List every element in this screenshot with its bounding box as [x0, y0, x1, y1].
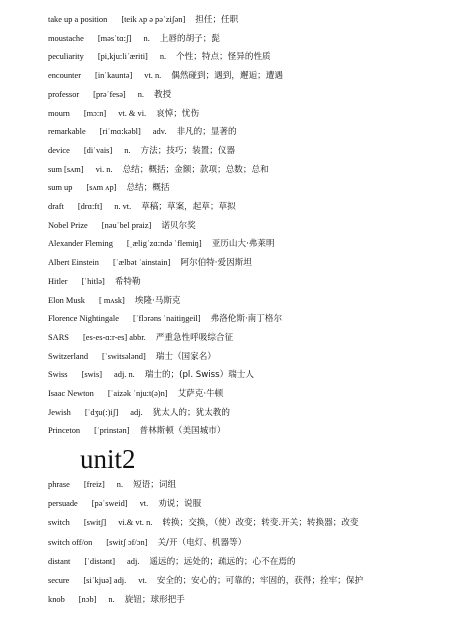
vocab-pronunciation: [freiz] [83, 480, 105, 489]
vocab-meaning: 方法；技巧；装置；仪器 [140, 145, 236, 156]
vocab-entry [48, 479, 176, 491]
vocab-part-of-speech: vt. [138, 576, 147, 585]
vocab-entry [48, 517, 359, 529]
vocab-word: Hitler [48, 276, 68, 286]
vocab-entry [48, 33, 220, 45]
vocab-word: Switzerland [48, 351, 89, 361]
vocab-meaning: 希特勒 [114, 276, 141, 287]
vocab-part-of-speech: adj. n. [114, 370, 135, 380]
vocab-pronunciation: [ˈdʒu(:)iʃ] [84, 407, 119, 417]
vocab-word: professor [48, 89, 80, 99]
vocab-word: encounter [48, 71, 82, 81]
vocab-word: secure [48, 576, 70, 585]
vocab-entry [48, 498, 201, 510]
vocab-pronunciation: [ˌæligˈzɑ:ndə ˈflemiŋ] [126, 239, 202, 249]
vocab-meaning: 弗洛伦斯·南丁格尔 [210, 314, 283, 325]
vocab-part-of-speech: vt. n. [144, 71, 162, 81]
vocab-entry [48, 89, 171, 101]
vocab-entry [48, 51, 271, 63]
vocab-entry [48, 407, 230, 419]
vocab-pronunciation: [ˈhitlə] [81, 276, 105, 286]
vocab-word: knob [48, 595, 65, 605]
vocab-meaning: 艾萨克·牛顿 [177, 389, 224, 399]
vocab-entry [48, 575, 363, 587]
vocab-word: device [48, 145, 70, 155]
vocab-word: distant [48, 556, 71, 566]
vocab-meaning: 阿尔伯特·爱因斯坦 [180, 258, 252, 269]
vocab-pronunciation: [siˈkjuə] adj. [83, 576, 127, 585]
vocab-word: peculiarity [48, 52, 84, 62]
vocab-meaning: 犹太人的；犹太教的 [152, 407, 230, 418]
vocab-entry [48, 126, 237, 138]
vocab-pronunciation: [drɑ:ft] [77, 202, 103, 211]
vocab-meaning: 埃隆·马斯克 [134, 295, 181, 306]
vocab-entry [48, 257, 252, 269]
vocab-pronunciation: [ mʌsk] [99, 295, 125, 305]
vocab-pronunciation: [nɔb] [78, 595, 97, 605]
vocab-pronunciation: [ˈaizək ˈnju:t(ə)n] [107, 389, 168, 398]
vocab-pronunciation: [teik ʌp ə pəˈziʃən] [121, 15, 186, 24]
vocab-meaning: 担任；任职 [195, 15, 239, 25]
vocab-word: Princeton [48, 426, 81, 436]
vocab-part-of-speech: n. [159, 52, 167, 62]
vocab-pronunciation: [es-es-ɑ:r-es] abbr. [82, 332, 146, 342]
vocab-part-of-speech: vi. n. [95, 164, 113, 174]
vocab-entry [48, 145, 235, 157]
vocab-entry [48, 164, 269, 176]
vocab-meaning: 哀悼；忧伤 [156, 108, 200, 119]
vocab-pronunciation: [riˈmɑ:kəbl] [99, 127, 141, 137]
vocab-pronunciation: [prəˈfesə] [93, 89, 126, 99]
vocab-entry [48, 276, 141, 288]
vocab-pronunciation: [switʃ ɔf/ɔn] [106, 537, 148, 547]
vocab-entry [48, 425, 225, 437]
vocab-entry [48, 220, 196, 232]
vocab-pronunciation: [mɔ:n] [83, 108, 107, 118]
vocab-entry [48, 594, 185, 606]
vocab-meaning: 关/开（电灯、机器等） [157, 537, 247, 548]
vocab-meaning: 教授 [154, 89, 172, 100]
vocab-entry [48, 369, 254, 381]
vocab-word: Nobel Prize [48, 220, 88, 230]
vocab-word: Isaac Newton [48, 389, 94, 398]
unit-heading: unit2 [80, 444, 136, 474]
vocab-meaning: 诺贝尔奖 [161, 220, 196, 231]
vocab-pronunciation: [ˈflɔrəns ˈnaitiŋgeil] [132, 314, 201, 324]
vocab-word: switch off/on [48, 537, 93, 547]
vocab-entry [48, 201, 236, 213]
vocab-meaning: 严重急性呼吸综合征 [155, 332, 234, 343]
vocab-part-of-speech: vt. [139, 499, 149, 509]
vocab-part-of-speech: n. [124, 145, 131, 155]
vocab-meaning: 总结；概括 [126, 183, 170, 194]
vocab-pronunciation: [ˈælbət ˈainstain] [112, 258, 171, 268]
vocab-word: persuade [48, 499, 78, 509]
vocab-part-of-speech: n. [143, 33, 150, 43]
vocab-word: draft [48, 202, 64, 211]
vocab-entry [48, 295, 181, 307]
vocab-meaning: 安全的；安心的；可靠的；牢固的，获得；拴牢；保护 [156, 576, 364, 586]
vocab-entry [48, 537, 246, 549]
vocab-part-of-speech: adv. [152, 127, 167, 137]
vocab-meaning: 短语；词组 [133, 480, 177, 490]
vocab-pronunciation: [sʌm ʌp] [86, 183, 117, 193]
vocab-pronunciation: [ˈprinstən] [94, 426, 130, 436]
vocab-pronunciation: [ˈdistənt] [84, 556, 116, 566]
vocab-part-of-speech: adj. [130, 407, 143, 417]
vocab-entry [48, 351, 216, 363]
vocab-word: remarkable [48, 127, 86, 137]
vocab-meaning: 瑞士（国家名） [155, 351, 216, 362]
vocab-word: mourn [48, 108, 70, 118]
vocab-part-of-speech: n. [137, 89, 144, 99]
vocab-word: take up a position [48, 15, 108, 24]
vocab-meaning: 普林斯顿（美国城市） [139, 426, 226, 437]
vocab-word: SARS [48, 332, 69, 342]
vocab-meaning: 旋钮；球形把手 [124, 595, 185, 606]
vocab-part-of-speech: n. [116, 480, 124, 489]
vocab-word: sum up [48, 183, 73, 193]
vocab-word: Florence Nightingale [48, 314, 119, 324]
vocab-pronunciation: [ˈswitsələnd] [102, 351, 146, 361]
vocab-meaning: 偶然碰到；遇到，邂逅；遭遇 [171, 71, 283, 82]
vocab-pronunciation: [pəˈsweid] [91, 499, 128, 509]
vocab-entry [48, 556, 295, 568]
vocab-entry [48, 332, 233, 344]
vocab-word: Jewish [48, 407, 71, 417]
vocab-pronunciation: [swis] [81, 370, 103, 380]
vocab-word: Albert Einstein [48, 258, 99, 268]
vocab-pronunciation: [diˈvais] [83, 145, 113, 155]
vocab-meaning: 遥远的；远处的；疏远的；心不在焉的 [149, 556, 296, 567]
vocab-meaning: 亚历山大·弗莱明 [211, 239, 275, 250]
vocab-entry [48, 182, 169, 194]
vocab-meaning: 劝说；说服 [158, 499, 202, 510]
vocab-entry [48, 238, 275, 250]
vocab-meaning: 个性；特点；怪异的性质 [176, 52, 271, 63]
vocab-word: switch [48, 518, 70, 528]
vocab-word: sum [sʌm] [48, 164, 84, 174]
vocab-entry [48, 388, 223, 400]
vocab-meaning: 瑞士的；(pl. Swiss）瑞士人 [144, 370, 254, 381]
vocab-pronunciation: [nəuˈbel praiz] [101, 220, 152, 230]
vocab-meaning: 上唇的胡子；髭 [159, 33, 220, 44]
vocab-part-of-speech: adj. [127, 556, 140, 566]
vocab-part-of-speech: vt. & vi. [118, 108, 147, 118]
vocab-pronunciation: [məsˈtɑ:ʃ] [97, 33, 132, 43]
vocab-part-of-speech: n. [108, 595, 115, 605]
vocab-part-of-speech: n. vt. [114, 202, 132, 211]
vocab-meaning: 总结；概括；金额；款项；总数；总和 [122, 164, 269, 175]
vocab-entry [48, 14, 238, 26]
vocab-entry [48, 70, 283, 82]
vocab-meaning: 非凡的；显著的 [176, 127, 237, 138]
vocab-part-of-speech: vi.& vt. n. [118, 518, 153, 528]
vocab-entry [48, 313, 282, 325]
vocab-pronunciation: [pi,kju:liˈæriti] [97, 52, 148, 62]
vocab-pronunciation: [inˈkauntə] [95, 71, 133, 81]
vocab-pronunciation: [switʃ] [83, 518, 107, 528]
vocab-word: Alexander Fleming [48, 239, 113, 249]
vocab-word: phrase [48, 480, 70, 489]
vocab-entry [48, 108, 199, 120]
vocab-word: Elon Musk [48, 295, 85, 305]
vocab-word: moustache [48, 33, 84, 43]
vocab-meaning: 草稿；草案，起草；草拟 [141, 202, 236, 212]
vocab-meaning: 转换；交换，（使）改变；转变.开关；转换器；改变 [162, 518, 359, 529]
vocab-word: Swiss [48, 370, 68, 380]
